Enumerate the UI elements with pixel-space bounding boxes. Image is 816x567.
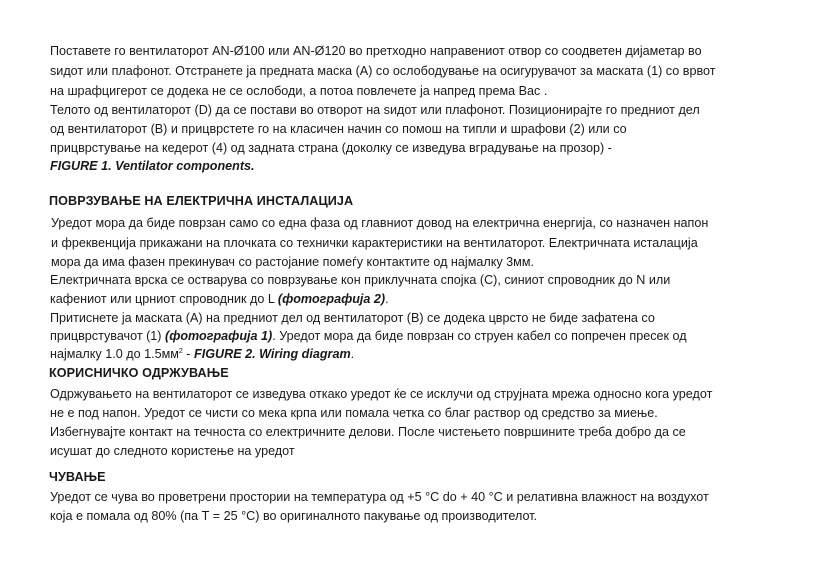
- electrical-line-7: [50, 327, 780, 346]
- intro-line-2: ѕидот или плафонот. Отстранете ја предната маска (А) со ослободување на осигурувачот за маската (1) со врвот: [50, 64, 716, 78]
- electrical-line-7-end: . Уредот мора да биде поврзан со струен кабел со попречен пресек од: [272, 329, 687, 343]
- maintenance-line-4: исушат до следното користење на уредот: [50, 444, 295, 458]
- electrical-line-1: Уредот мора да биде поврзан само со една фаза од главниот довод на електрична енергија, со назначен напон: [51, 216, 709, 230]
- electrical-line-7-text: прицврстувачот (1): [50, 329, 165, 343]
- electrical-line-5: [50, 290, 780, 309]
- maintenance-line-1: Одржувањето на вентилаторот се изведува откако уредот ќе се исклучи од струјната мрежа односно кога уредот: [50, 387, 713, 401]
- electrical-line-8-end: .: [350, 347, 355, 361]
- maintenance-line-2: не е под напон. Уредот се чисти со мека крпа или помала четка со благ раствор од средство за миење.: [50, 406, 658, 420]
- photo-2-reference: (фотографија 2): [277, 292, 386, 306]
- electrical-line-3: мора да има фазен прекинувач со растојание помеѓу контактите од најмалку 3мм.: [51, 255, 534, 269]
- heading-electrical: ПОВРЗУВАЊЕ НА ЕЛЕКТРИЧНА ИНСТАЛАЦИЈА: [49, 194, 354, 208]
- electrical-line-8-dash: -: [182, 347, 195, 361]
- figure-2-caption: FIGURE 2. Wiring diagram: [194, 347, 351, 361]
- electrical-line-5-end: .: [385, 292, 389, 306]
- electrical-line-8-text: најмалку 1.0 до 1.5мм: [50, 347, 179, 361]
- electrical-line-2: и фреквенција прикажани на плочката со технички карактеристики на вентилаторот. Електричната исталација: [51, 236, 698, 250]
- intro-line-5: од вентилаторот (B) и прицврстете го на класичен начин со помош на типли и шрафови (2) или со: [50, 122, 627, 136]
- intro-line-3: на шрафцигерот се додека не се ослободи, а потоа повлечете ја напред према Вас .: [50, 84, 548, 98]
- intro-line-6: прицврстување на кедерот (4) од задната страна (доколку се изведува вградување на прозор) -: [50, 141, 612, 155]
- storage-line-2: која е помала од 80% (па Т = 25 °С) во оригиналното пакување од производителот.: [50, 509, 538, 523]
- electrical-line-6: Притиснете ја маската (А) на предниот дел од вентилаторот (В) се додека цврсто не биде зафатена со: [50, 311, 655, 325]
- figure-1-caption: FIGURE 1. Ventilator components.: [50, 159, 255, 173]
- heading-storage: ЧУВАЊЕ: [49, 470, 106, 484]
- storage-line-1: Уредот се чува во проветрени простории на температура од +5 °С do + 40 °С и релативна влажност на воздухот: [50, 490, 709, 504]
- intro-line-1: Поставете го вентилаторот AN-Ø100 или AN-Ø120 во претходно направениот отвор со соодветен дијаметар во: [50, 44, 702, 58]
- superscript-2: 2: [178, 347, 183, 355]
- intro-line-4: Телото од вентилаторот (D) да се постави во отворот на ѕидот или плафонот. Позиционирајте го предниот дел: [50, 103, 700, 117]
- electrical-line-5-text: кафениот или црниот спроводник до L: [50, 292, 278, 306]
- photo-1-reference: (фотографија 1): [165, 329, 273, 343]
- maintenance-line-3: Избегнувајте контакт на течноста со електричните делови. После чистењето површините треба добро да се: [50, 425, 686, 439]
- heading-maintenance: КОРИСНИЧКО ОДРЖУВАЊЕ: [49, 366, 229, 380]
- electrical-line-4: Електричната врска се остварува со поврзување кон приклучната спојка (С), синиот спроводник до N или: [50, 273, 671, 287]
- electrical-line-8: [50, 345, 780, 364]
